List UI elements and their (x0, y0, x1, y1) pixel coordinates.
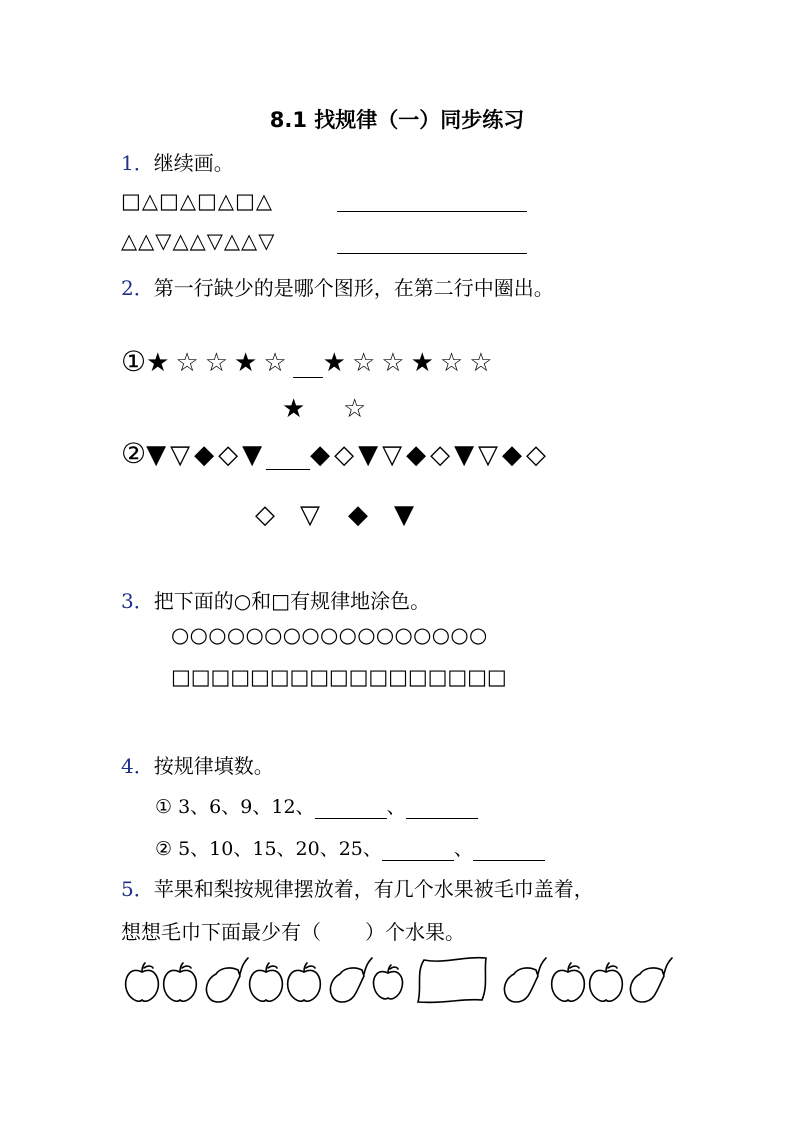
apple-icon (552, 963, 585, 1001)
apple-icon (126, 963, 159, 1001)
q4-sequence-2 (155, 834, 545, 861)
answer-blank[interactable] (473, 842, 545, 861)
answer-blank[interactable] (337, 252, 527, 254)
pear-icon (330, 958, 372, 1002)
question-number: 3． (121, 589, 154, 613)
question-2 (121, 272, 554, 301)
apple-icon (288, 963, 321, 1001)
number-sequence: 3、6、9、12、 (178, 796, 315, 818)
question-5-line-2 (121, 916, 465, 945)
shape-sequence-before: ▼▽◆◇▼ (146, 440, 267, 470)
question-text: ）个水果。 (365, 920, 465, 944)
q4-sequence-1 (155, 792, 478, 819)
answer-blank[interactable] (337, 210, 527, 212)
shape-sequence: △△▽△△▽△△▽ (121, 229, 276, 253)
answer-blank[interactable] (315, 800, 387, 819)
separator: 、 (386, 796, 406, 818)
star-sequence-before: ★☆☆★☆ (146, 348, 293, 378)
question-text: 继续画。 (153, 151, 234, 175)
q2-pattern-row-2 (121, 437, 550, 470)
page-title: 8.1 找规律（一）同步练习 (269, 108, 525, 132)
q2-pattern-row-1 (121, 345, 499, 378)
square-row[interactable]: □□□□□□□□□□□□□□□□□ (171, 665, 507, 689)
question-5 (121, 873, 594, 902)
pear-icon (630, 958, 672, 1002)
q1-pattern-row-2 (121, 229, 275, 253)
shape-sequence: □△□△□△□△ (121, 189, 273, 213)
missing-blank[interactable] (266, 449, 310, 470)
question-text: 想想毛巾下面最少有（ (121, 920, 321, 944)
star-sequence-after: ★☆☆★☆☆ (322, 348, 499, 378)
question-text: 苹果和梨按规律摆放着，有几个水果被毛巾盖着， (153, 877, 594, 901)
separator: 、 (453, 838, 473, 860)
question-text: 把下面的○和□有规律地涂色。 (153, 589, 431, 613)
question-1 (121, 147, 234, 176)
option-filled-diamond[interactable]: ◆ (348, 500, 368, 530)
pear-icon (206, 958, 248, 1002)
question-number: 2． (121, 276, 154, 300)
circled-number-2: ② (155, 838, 173, 860)
circled-number-1: ① (155, 796, 173, 818)
pear-icon (504, 958, 546, 1002)
circled-number-2: ② (121, 437, 147, 470)
towel-icon (418, 958, 486, 1003)
apple-icon (590, 963, 623, 1001)
shape-sequence-after: ◆◇▼▽◆◇▼▽◆◇ (310, 440, 551, 470)
circled-number-1: ① (121, 345, 147, 378)
question-number: 4． (121, 754, 154, 778)
option-filled-star[interactable]: ★ (282, 394, 306, 424)
missing-blank[interactable] (293, 357, 323, 378)
q1-pattern-row-1 (121, 189, 273, 213)
apple-icon (374, 965, 403, 999)
answer-blank[interactable] (406, 800, 478, 819)
apple-icon (164, 963, 197, 1001)
question-text: 第一行缺少的是哪个图形，在第二行中圈出。 (153, 276, 554, 300)
fruit-row (118, 950, 678, 1010)
option-filled-triangle[interactable]: ▼ (394, 500, 414, 530)
question-number: 5． (121, 877, 154, 901)
option-hollow-star[interactable]: ☆ (343, 394, 367, 424)
circle-row[interactable]: ○○○○○○○○○○○○○○○○○ (171, 623, 488, 647)
question-4 (121, 750, 274, 779)
answer-blank[interactable] (382, 842, 454, 861)
question-text: 按规律填数。 (153, 754, 274, 778)
option-hollow-triangle[interactable]: ▽ (300, 500, 320, 530)
option-hollow-diamond[interactable]: ◇ (255, 500, 275, 530)
question-3 (121, 585, 430, 614)
question-number: 1． (121, 151, 154, 175)
apple-icon (250, 963, 283, 1001)
number-sequence: 5、10、15、20、25、 (178, 838, 382, 860)
